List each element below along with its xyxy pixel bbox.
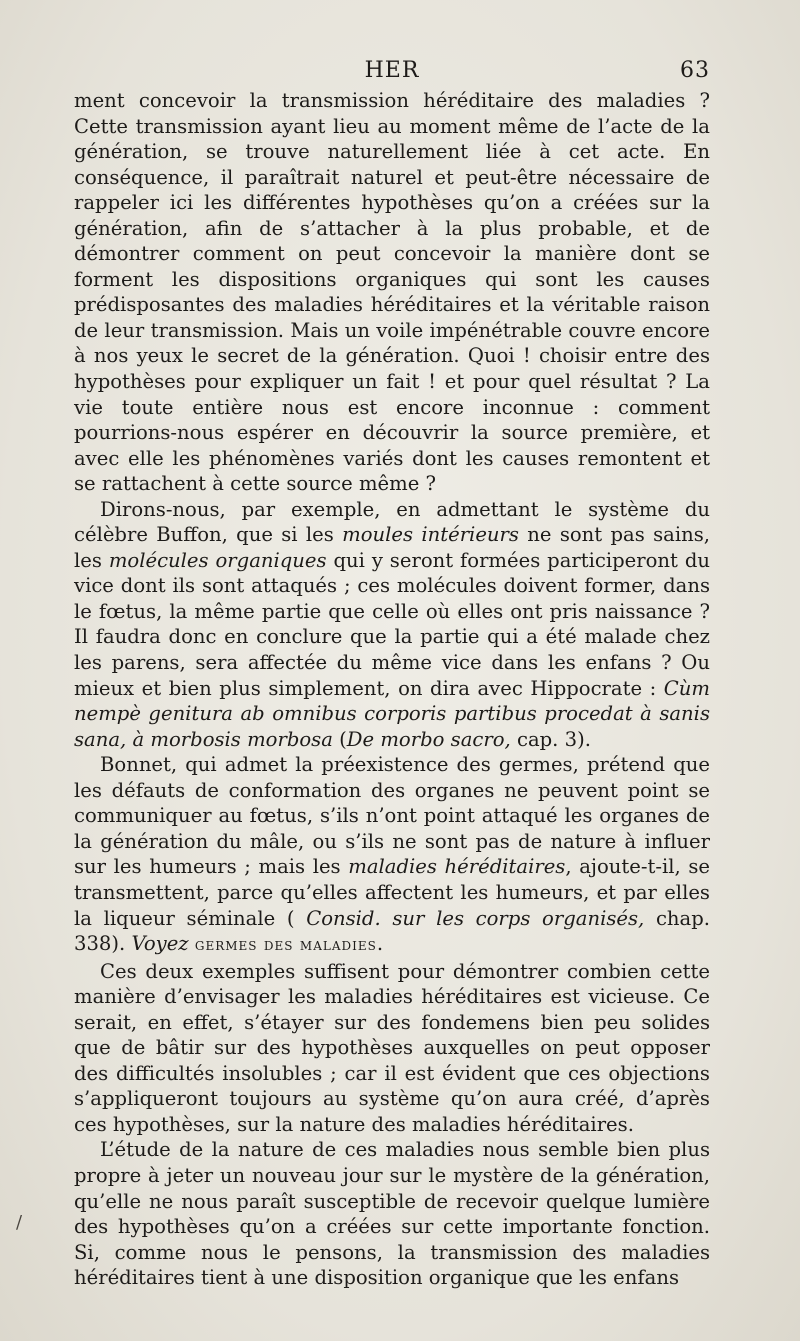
text-run: cap. 3). (510, 727, 591, 751)
text-run: ment concevoir la transmission héréditaire des maladies ? Cette transmission ayant lieu au moment même de l’acte de la génération, se trouve naturellement liée à cet acte. En conséquence, il paraîtrait naturel et peut-être nécessaire de rappeler ici les différentes hypothèses qu’on a créées sur la génération, afin de s’attacher à la plus probable, et de démontrer comment on peut concevoir la manière dont se forment les dispositions organiques qui sont les causes prédisposantes des maladies héréditaires et la véritable raison de leur transmission. Mais un voile impénétrable couvre encore à nos yeux le secret de la génération. Quoi ! choisir entre des hypothèses pour expliquer un fait ! et pour quel résultat ? La vie toute entière nous est encore inconnue : comment pourrions-nous espérer en découvrir la source première, et avec elle les phénomènes variés dont les causes remontent et se rattachent à cette source même ? (74, 89, 710, 496)
paragraph (74, 1137, 710, 1290)
paragraph (74, 497, 710, 752)
text-run: Ces deux exemples suffisent pour démontrer combien cette manière d’envisager les maladies héréditaires est vicieuse. Ce serait, en effet, s’étayer sur des fondemens bien peu solides que de bâtir sur des hypothèses auxquelles on peut opposer des difficultés insolubles ; car il est évident que ces objections s’appliqueront toujours au système qu’on aura créé, d’après ces hypothèses, sur la nature des maladies héréditaires. (74, 959, 710, 1136)
text-run: qui y seront formées participeront du vice dont ils sont attaqués ; ces molécules doivent former, dans le fœtus, la même partie que celle où elles ont pris naissance ? Il faudra donc en conclure que la partie qui a été malade chez les parens, sera affectée du même vice dans les enfans ? Ou mieux et bien plus simplement, on dira avec Hippocrate : (74, 548, 710, 700)
italic-text: maladies héréditaires (348, 855, 566, 879)
text-run: ne sont pas sains, les (74, 523, 710, 572)
text-run: . (376, 932, 384, 956)
running-head (74, 58, 710, 92)
italic-text: Voyez (131, 932, 189, 956)
small-caps-text: germes des maladies (194, 935, 377, 956)
italic-text: De morbo sacro, (346, 727, 511, 751)
italic-text: molécules organiques (108, 548, 327, 572)
italic-text: Cùm nempè genitura ab omnibus corporis partibus procedat à sanis sana, à morbosis morbosa (74, 676, 710, 751)
running-title: HER (364, 58, 420, 83)
page-number: 63 (680, 58, 710, 83)
text-run: Dirons-nous, par exemple, en admettant le système du célèbre Buffon, que si les (74, 497, 710, 547)
text-run: Bonnet, qui admet la préexistence des germes, prétend que les défauts de conformation des organes ne peuvent point se communiquer au fœtus, s’ils n’ont point attaqué les organes de la génération du mâle, ou s’ils ne sont pas de nature à influer sur les humeurs ; mais les (74, 753, 710, 879)
text-run: chap. 338). (74, 906, 710, 956)
italic-text: Consid. sur les corps organisés, (306, 906, 645, 930)
paragraph (74, 959, 710, 1138)
paragraph (74, 752, 710, 958)
text-run: , ajoute-t-il, se transmettent, parce qu’elles affectent les humeurs, et par elles la liqueur séminale ( (74, 855, 710, 930)
text-run: ( (332, 727, 347, 751)
margin-pencil-mark: / (16, 1212, 23, 1233)
text-run: L’étude de la nature de ces maladies nous semble bien plus propre à jeter un nouveau jour sur le mystère de la génération, qu’elle ne nous paraît susceptible de recevoir quelque lumière des hypothèses qu’on a créées sur cette importante fonction. Si, comme nous le pensons, la transmission des maladies héréditaires tient à une disposition organique que les enfans (74, 1138, 710, 1290)
italic-text: moules intérieurs (342, 523, 519, 547)
paragraph (74, 88, 710, 497)
body-text (74, 88, 710, 1291)
